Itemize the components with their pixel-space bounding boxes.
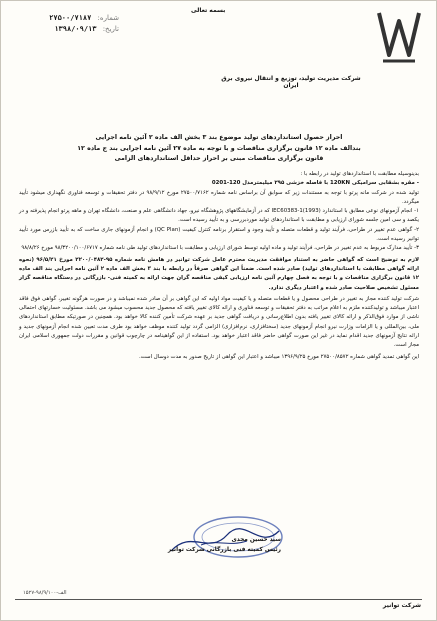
company-name: شرکت مدیریت تولید، توزیع و انتقال نیروی برق ایران bbox=[221, 75, 361, 89]
footer-divider bbox=[15, 599, 422, 600]
title-line: احراز حصول استانداردهای تولید موضوع بند ۳ بخش الف ماده ۲ آئین نامه اجرایی bbox=[95, 134, 343, 141]
manufacturer-paragraph: تولید شده در شرکت مانه پرتو با توجه به مستندات زیر که سوابق آن براساس نامه شماره ۲۷۵۰۰/۷۱۶۲ مورخ ۹۸/۹/۱۲ در دفتر تحقیقات و توسعه فناوری نگهداری میشود تأیید میگردد. bbox=[19, 189, 419, 205]
document-title bbox=[19, 133, 419, 165]
tavanir-logo-icon bbox=[373, 5, 425, 67]
note-paragraph: لازم به توضیح است که گواهی حاضر به استناد موافقت مدیریت محترم عامل شرکت توانیر در هامش نامه شماره ۹۵-۲۲۰۰/۰۴۸۲ مورخ ۹۶/۵/۲۱ (نحوه ارائه گواهی مطابقت با استانداردهای تولید) صادر شده است. ضمناً این گواهی صرفاً در رابطه با بند ۳ بخش الف ماده ۲ آئین نامه اجرایی بند الف ماده ۱۲ قانون برگزاری مناقصات و با توجه به فصل چهارم آئین نامه ارزیابی کیفی مناقصه گران جهت ارائه به کمیته فنی- بازرگانی در دستگاه مناقصه گزار مسئول تشخیص صلاحیت صادر شده و اعتبار دیگری ندارد. bbox=[19, 256, 419, 291]
footer-company: شرکت توانیر bbox=[382, 602, 421, 609]
condition-1: ۱- انجام آزمونهای نوعی مطابق با استاندارد IEC60383-1(1993) که در آزمایشگاههای پژوهشگاه نیرو، جهاد دانشگاهی علم و صنعت، دانشگاه تهران و ماهه پرتو انجام پذیرفته و در یکصد و سی امین جلسه شورای ارزیابی و مطابقت با استانداردهای تولید موردبررسی و به تأیید رسیده است. bbox=[19, 208, 420, 224]
condition-2: ۲- گواهی عدم تغییر در طراحی، فرآیند تولید و قطعات متصله و تأیید وجود و استقرار برنامه کنترل کیفیت (QC Plan) و انجام آزمونهای جاری ساخت که به تأیید بازرس مورد تأیید توانیر رسیده است. bbox=[19, 226, 419, 243]
validity-paragraph: این گواهی تمدید گواهی شماره ۲۷۵۰۰/۸۵۷۲ مورخ ۱۳۹۶/۹/۲۵ میباشد و اعتبار این گواهی از تاریخ صدور به مدت دوسال است. bbox=[138, 353, 419, 360]
basmala: بسمه تعالی bbox=[191, 7, 226, 14]
letter-number bbox=[29, 14, 119, 22]
letter-date-value: ۱۳۹۸/۰۹/۱۳ bbox=[54, 25, 97, 33]
product-line: - مقره بشقابی سرامیکی 120KN با فاصله خزشی ۲۹۵ میلیمترمدل 120-0201 bbox=[211, 180, 419, 187]
letter-date-label: تاریخ: bbox=[102, 25, 119, 33]
letter-number-label: شماره: bbox=[97, 14, 119, 22]
signer-name: سید حسین مجدی bbox=[231, 537, 281, 543]
title-line: بندالف ماده ۱۲ قانون برگزاری مناقصات و با توجه به ماده ۲۷ آئین نامه اجرایی بند ج ماده ۱۲ bbox=[77, 144, 361, 152]
condition-3: ۳- تأیید مدارک مربوط به عدم تغییر در طراحی، فرآیند تولید و ماده اوليه توسط شورای ارزیابی و مطابقت با استانداردهای تولید طی نامه شماره ۹۸/۳۲۰۰/۱۰۰/۶۷۱۷ مورخ ۹۸/۸/۲۶ bbox=[21, 245, 419, 252]
title-line: قانون برگزاری مناقصات مبنی بر احراز حداقل استانداردهای الزامی bbox=[114, 155, 324, 162]
footer-code: الف-۹۸/۹/۱۰۰-۱۵۲۷ bbox=[23, 590, 67, 596]
obligations-paragraph: شرکت تولید کننده مجاز به تغییر در طراحی محصول و یا قطعات متصله و یا کیفیت مواد اولیه که این گواهی بر آن صادر شده نمیباشد و در صورت هرگونه تغییر، گواهی فوق فاقد اعتبار میباشد و تولیدکننده ملزم به اعلام مراتب به دفتر تحقیقات و توسعه فناوری و ارائه کالای تغییر یافته که محصول جدید محسوب میشود می باشد. مسئولیت خسارتهای احتمالی ناشی از موارد فوق‌الذکر و ارائه کالای تغییر یافته بدون اطلاع‌رسانی و دریافت گواهی جدید بر عهده شرکت تأمین کننده کالا خواهد بود. همچنین در صورتیکه مطابق استانداردهای ملی، بین‌المللی و یا الزامات وزارت نیرو انجام آزمونهای جدید (سختافزاری، نرم‌افزاری) الزامی گردد تولید کننده موظف خواهد بود طرف مدت تعیین شده انجام آزمونهای جدید و ارائه نتایج آزمونهای جدید اقدام نماید در غیر این صورت گواهی حاضر فاقد اعتبار خواهد بود. استفاده از این گواهینامه در چارچوب قوانین و مقررات دولت جمهوری اسلامی ایران مجاز است. bbox=[19, 295, 419, 349]
intro-paragraph: بدینوسیله مطابقت با استانداردهای تولید در رابطه با : bbox=[300, 171, 419, 177]
signer-position: رئیس کمیته فنی بازرگانی شرکت توانیر bbox=[167, 547, 281, 553]
signer-block bbox=[161, 535, 281, 555]
letter-date bbox=[29, 25, 119, 33]
letter-number-value: ۲۷۵۰۰/۷۱۸۷ bbox=[49, 14, 92, 22]
document-body bbox=[19, 170, 419, 362]
